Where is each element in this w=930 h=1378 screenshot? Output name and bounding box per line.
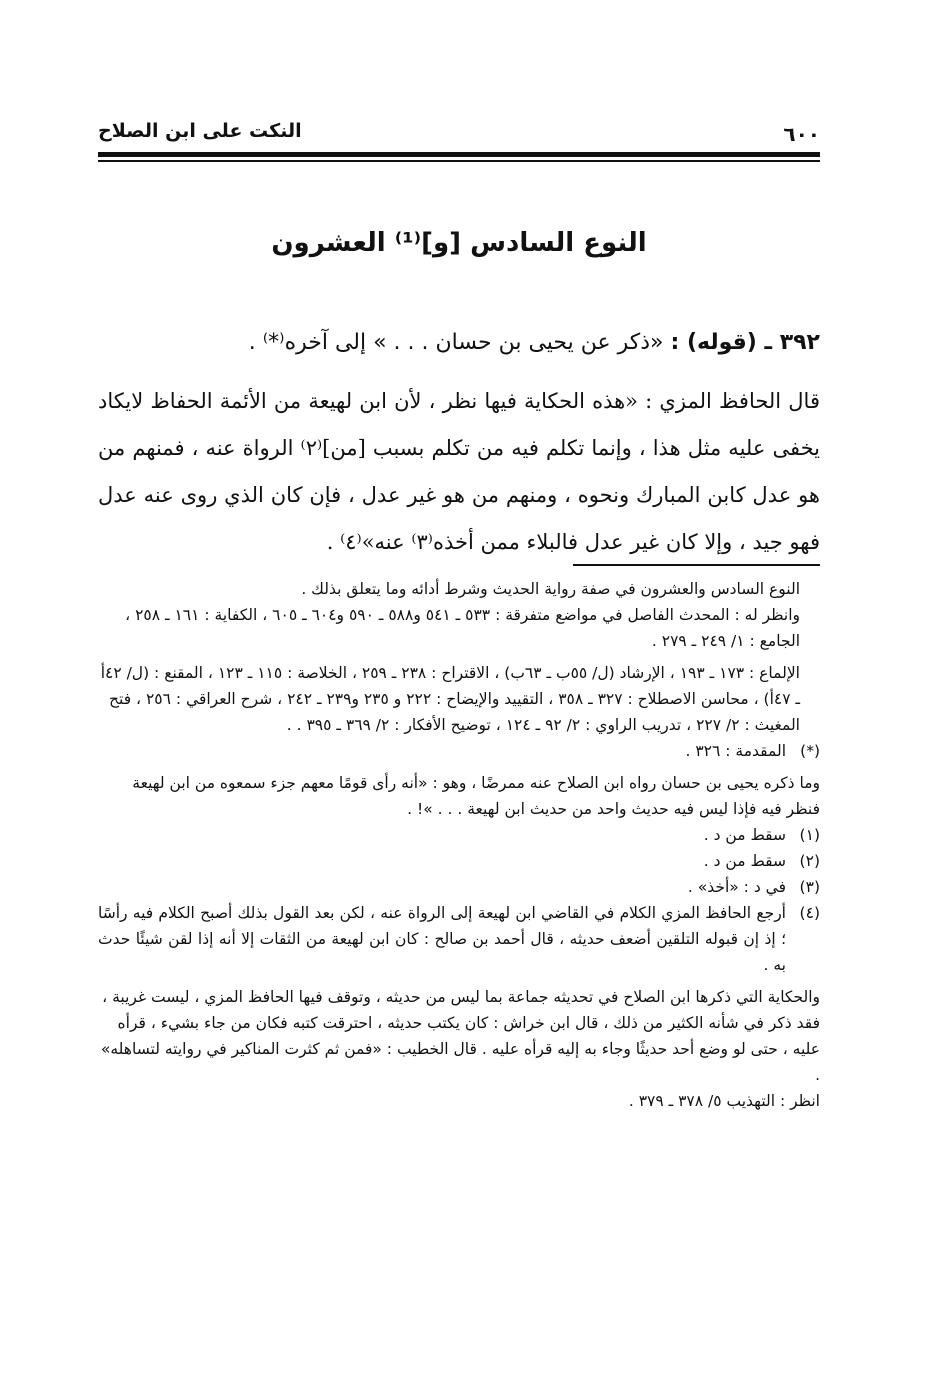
- footnotes: [98, 576, 820, 1114]
- footnote-closing-1: والحكاية التي ذكرها ابن الصلاح في تحديثه جماعة بما ليس من حديثه ، وتوقف فيها الحافظ المزي ، ليست غريبة ، فقد ذكر في شأنه الكثير من ذلك ، قال ابن خراش : كان يكتب حديثه ، احترقت كتبه فكان من جاء بشيء ، قرأه عليه ، حتى لو وضع أحد حديثًا وجاء به إليه قرأه عليه . قال الخطيب : «فمن ثم كثرت المناكير في روايته لتساهله» .: [100, 988, 820, 1084]
- header-rule-thick: [98, 152, 820, 157]
- footnote-refs-2: الإلماع : ١٧٣ ـ ١٩٣ ، الإرشاد (ل/ ٥٥ب ـ ٦٣ب) ، الاقتراح : ٢٣٨ ـ ٢٥٩ ، الخلاصة : ١١٥ ـ ١٢٣ ، المقنع : (ل/ ٤٢أ ـ ٤٧أ) ، محاسن الاصطلاح : ٣٢٧ ـ ٣٥٨ ، التقييد والإيضاح : ٢٢٢ و ٢٣٥ و٢٣٩ ـ ٢٤٢ ، شرح العراقي : ٢٥٦ ، فتح المغيث : ٢/ ٢٢٧ ، تدريب الراوي : ٢/ ٩٢ ـ ١٢٤ ، توضيح الأفكار : ٢/ ٣٦٩ ـ ٣٩٥ . .: [100, 664, 800, 734]
- footnote-text: في د : «أخذ» .: [687, 878, 786, 896]
- footnote-marker: (١): [799, 826, 820, 844]
- footnote-closing-2: انظر : التهذيب ٥/ ٣٧٨ ـ ٣٧٩ .: [628, 1092, 820, 1110]
- footnote-marker: (٣): [799, 878, 820, 896]
- main-paragraph: قال الحافظ المزي : «هذه الحكاية فيها نظر ، لأن ابن لهيعة من الأئمة الحفاظ لايكاد يخفى عليه مثل هذا ، وإنما تكلم فيه من تكلم بسبب [من]⁽٢⁾ الرواة عنه ، فمنهم من هو عدل كابن المبارك ونحوه ، ومنهم من هو غير عدل ، فإن كان الذي روى عنه عدل فهو جيد ، وإلا كان غير عدل فالبلاء ممن أخذه⁽٣⁾ عنه»⁽٤⁾ .: [98, 389, 820, 554]
- paragraph-number: ٣٩٢ ـ (قوله) :: [670, 330, 820, 355]
- footnote-marker: (*): [800, 742, 820, 760]
- footnote-text: سقط من د .: [703, 852, 786, 870]
- footnote-text: أرجع الحافظ المزي الكلام في القاضي ابن لهيعة إلى الرواة عنه ، لكن بعد القول بذلك أصبح الكلام فيه رأسًا ؛ إذ إن قبوله التلقين أضعف حديثه ، قال أحمد بن صالح : كان ابن لهيعة من الثقات إلا أنه إذا لقن شيئًا حدث به .: [98, 904, 786, 974]
- footnote-text: سقط من د .: [703, 826, 786, 844]
- footnote-marker: (٤): [799, 904, 820, 922]
- footnote-star-note: وما ذكره يحيى بن حسان رواه ابن الصلاح عنه ممرضًا ، وهو : «أنه رأى قومًا معهم جزء سمعوه من ابن لهيعة فنظر فيه فإذا ليس فيه حديث واحد من حديث ابن لهيعة . . . »! .: [132, 774, 820, 818]
- footnote-intro: النوع السادس والعشرون في صفة رواية الحديث وشرط أدائه وما يتعلق بذلك .: [301, 580, 800, 598]
- chapter-title: النوع السادس [و]⁽¹⁾ العشرون: [271, 228, 647, 258]
- footnote-separator: [573, 564, 820, 566]
- footnote-star: [98, 738, 820, 764]
- footnote-refs-1: وانظر له : المحدث الفاصل في مواضع متفرقة : ٥٣٣ ـ ٥٤١ و٥٨٨ ـ ٥٩٠ و٦٠٤ ـ ٦٠٥ ، الكفاية : ١٦١ ـ ٢٥٨ ، الجامع : ١/ ٢٤٩ ـ ٢٧٩ .: [125, 606, 800, 650]
- footnote-item: [98, 848, 820, 874]
- footnote-item: [98, 900, 820, 978]
- footnote-text: المقدمة : ٣٢٦ .: [685, 742, 786, 760]
- footnote-marker: (٢): [799, 852, 820, 870]
- footnote-item: [98, 874, 820, 900]
- paragraph-392-heading: [98, 330, 820, 355]
- footnote-item: [98, 822, 820, 848]
- page-number: ٦٠٠: [783, 122, 820, 146]
- paragraph-quote: «ذكر عن يحيى بن حسان . . . » إلى آخره⁽*⁾ .: [248, 330, 664, 355]
- running-title: النكت على ابن الصلاح: [98, 120, 302, 142]
- page-header: [98, 118, 820, 148]
- header-rule-thin: [98, 160, 820, 162]
